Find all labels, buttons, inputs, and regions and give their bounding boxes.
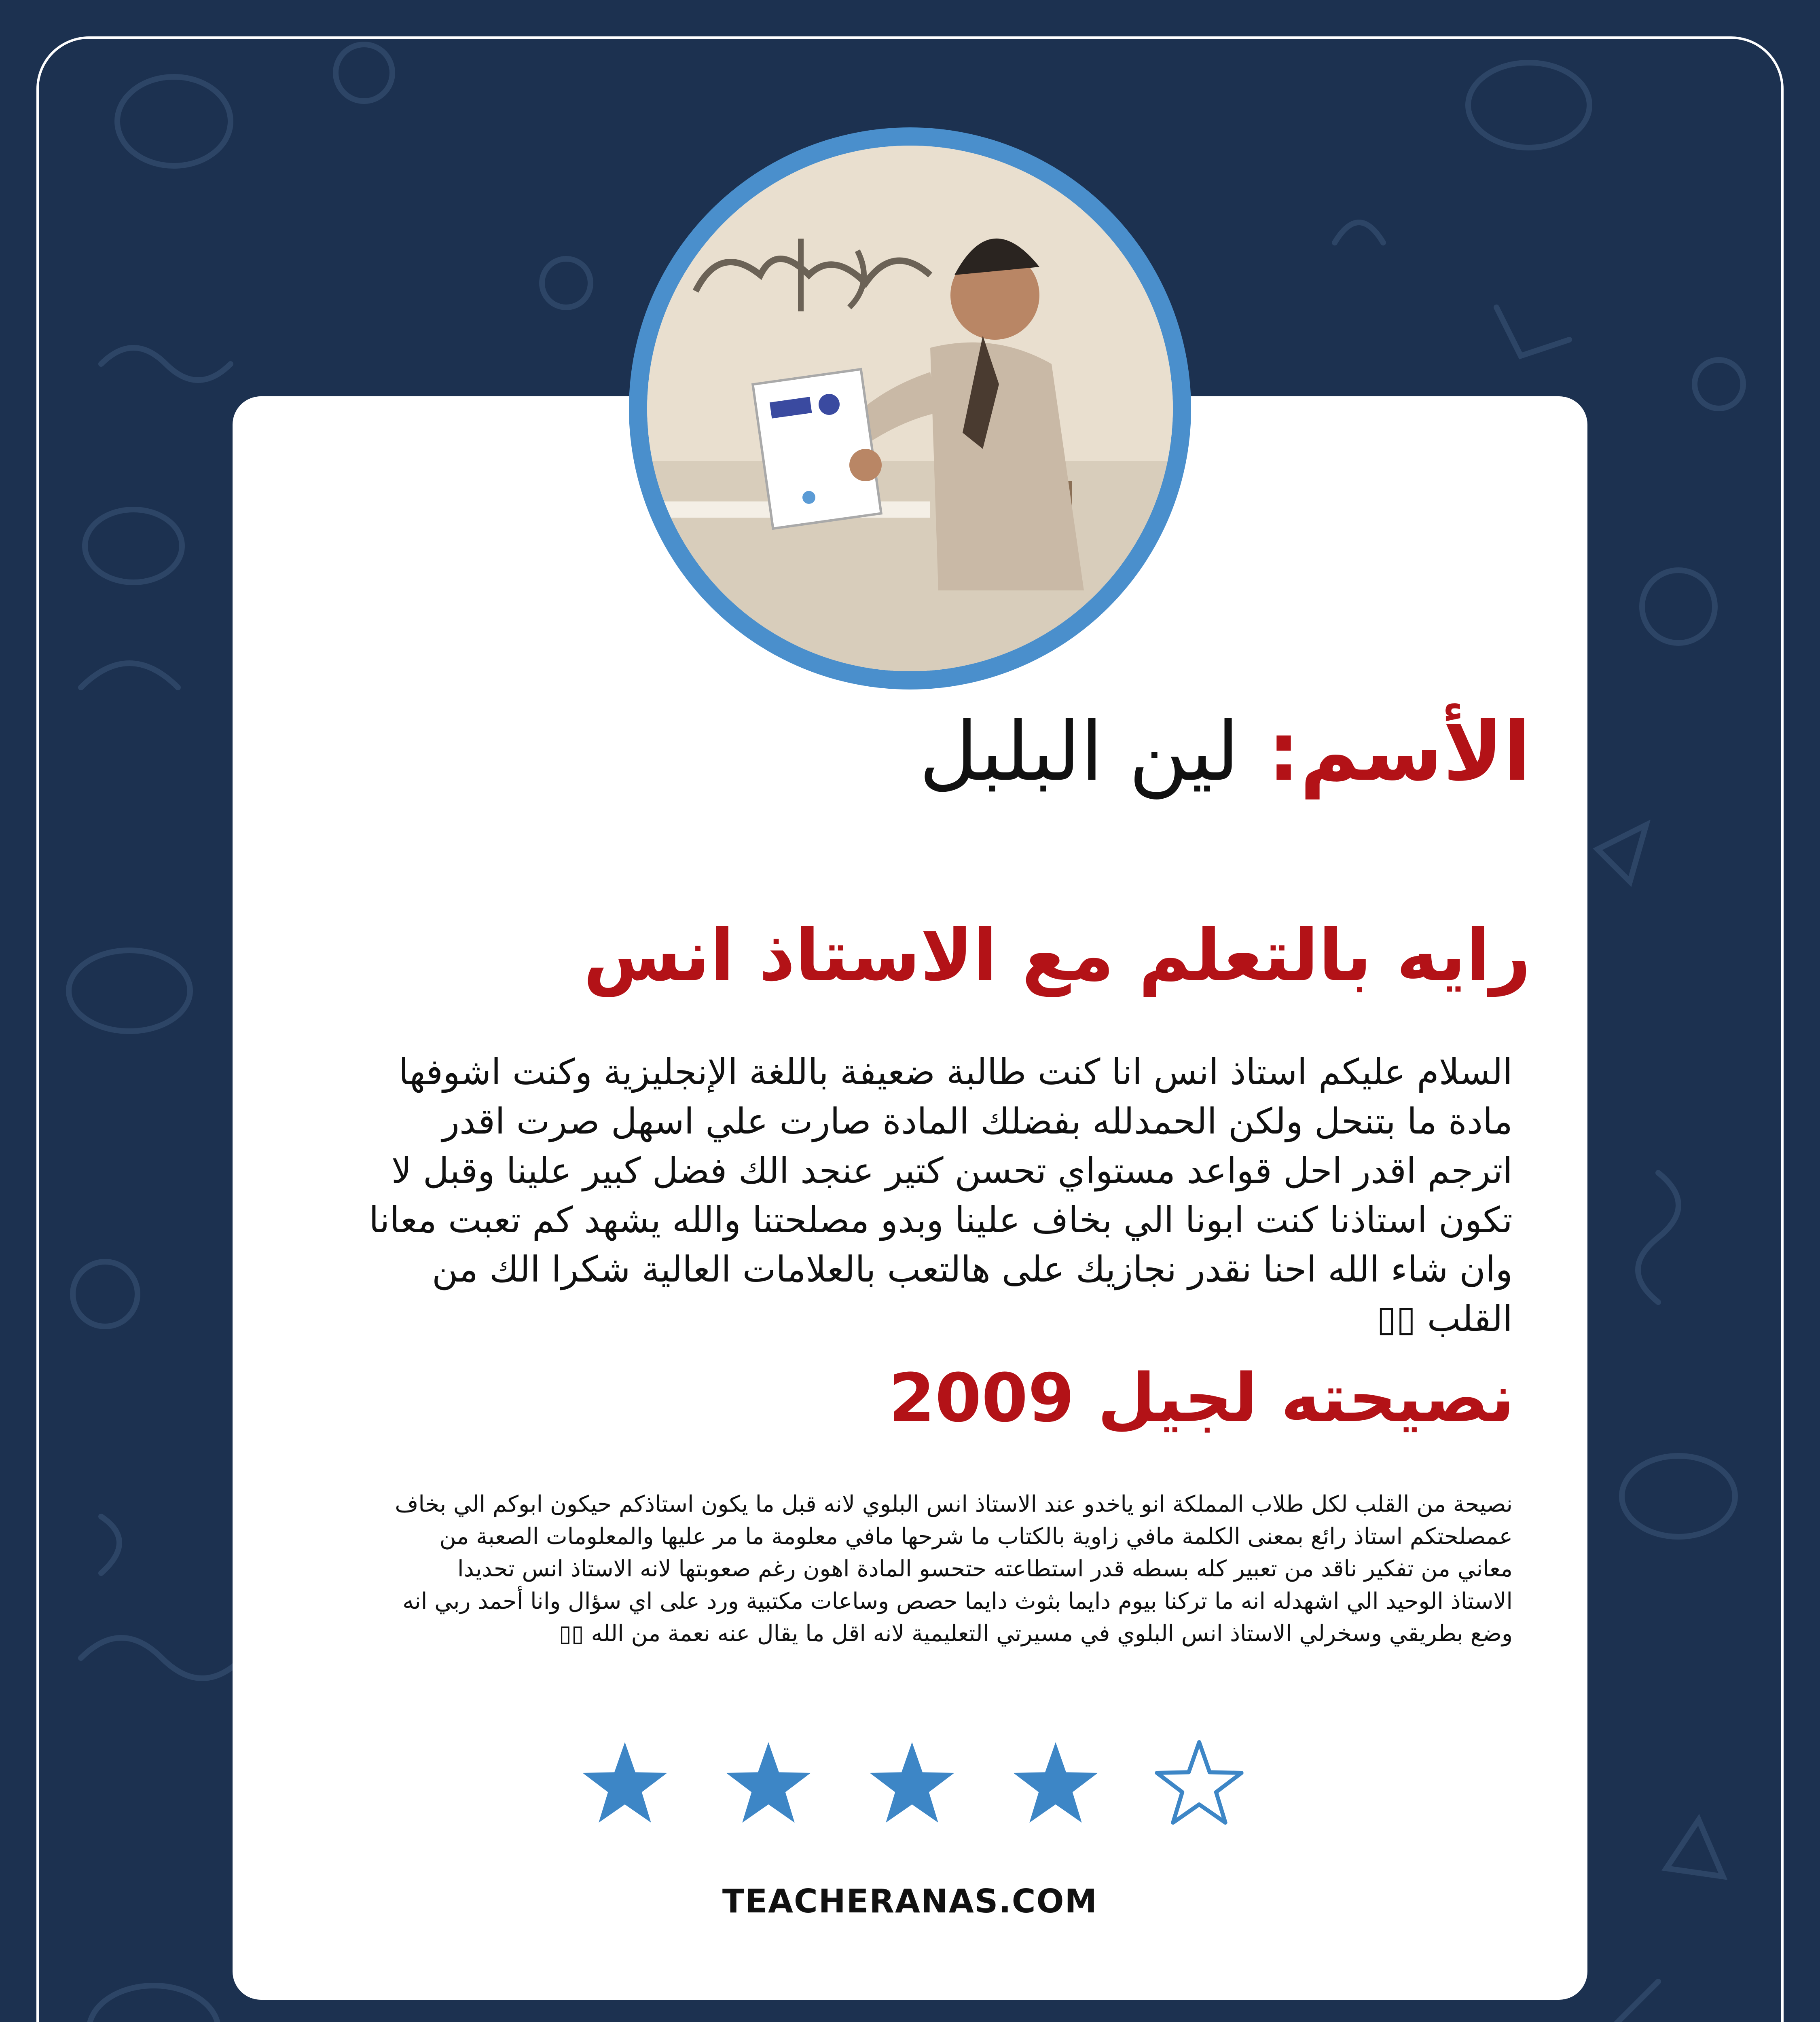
advice-heading: نصيحته لجيل 2009 <box>889 1359 1515 1437</box>
star-filled-icon <box>722 1739 815 1832</box>
student-name: لين البلبل <box>919 705 1240 799</box>
star-filled-icon <box>866 1739 959 1832</box>
avatar-photo <box>647 146 1173 671</box>
student-name-line <box>283 700 1531 805</box>
website-label: TEACHERANAS.COM <box>722 1882 1098 1920</box>
avatar <box>629 127 1191 690</box>
opinion-text: السلام عليكم استاذ انس انا كنت طالبة ضعيفة باللغة الإنجليزية وكنت اشوفها مادة ما بتنحل ولكن الحمدلله بفضلك المادة صارت علي اسهل صرت اقدر اترجم اقدر احل قواعد مستواي تحسن كتير عنجد الك فضل كبير علينا وقبل لا تكون استاذنا كنت ابونا الي بخاف علينا وبدو مصلحتنا والله يشهد كم تعبت معانا وان شاء الله احنا نقدر نجازيك على هالتعب بالعلامات العالية شكرا الك من القلب ▯▯ <box>369 1051 1513 1339</box>
star-empty-icon <box>1153 1739 1246 1832</box>
name-label: الأسم: <box>1268 705 1531 799</box>
star-filled-icon <box>578 1739 671 1832</box>
star-filled-icon <box>1009 1739 1102 1832</box>
star-rating <box>578 1739 1246 1832</box>
opinion-heading: رايه بالتعلم مع الاستاذ انس <box>583 915 1531 997</box>
advice-text: نصيحة من القلب لكل طلاب المملكة انو ياخدو عند الاستاذ انس البلوي لانه قبل ما يكون استاذكم حيكون ابوكم الي بخاف عمصلحتكم استاذ رائع بمعنى الكلمة مافي زاوية بالكتاب ما شرحها مافي معلومة ما مر عليها والمعلومات الصعبة من معاني من تفكير ناقد من تعبير كله بسطه قدر استطاعته حتحسو المادة اهون رغم صعوبتها لانه الاستاذ انس تحديدا الاستاذ الوحيد الي اشهدله انه ما تركنا بيوم دايما بثوث دايما حصص وساعات مكتبية ورد على اي سؤال وانا أحمد ربي انه وضع بطريقي وسخرلي الاستاذ انس البلوي في مسيرتي التعليمية لانه اقل ما يقال عنه نعمة من الله ▯▯ <box>395 1491 1513 1647</box>
